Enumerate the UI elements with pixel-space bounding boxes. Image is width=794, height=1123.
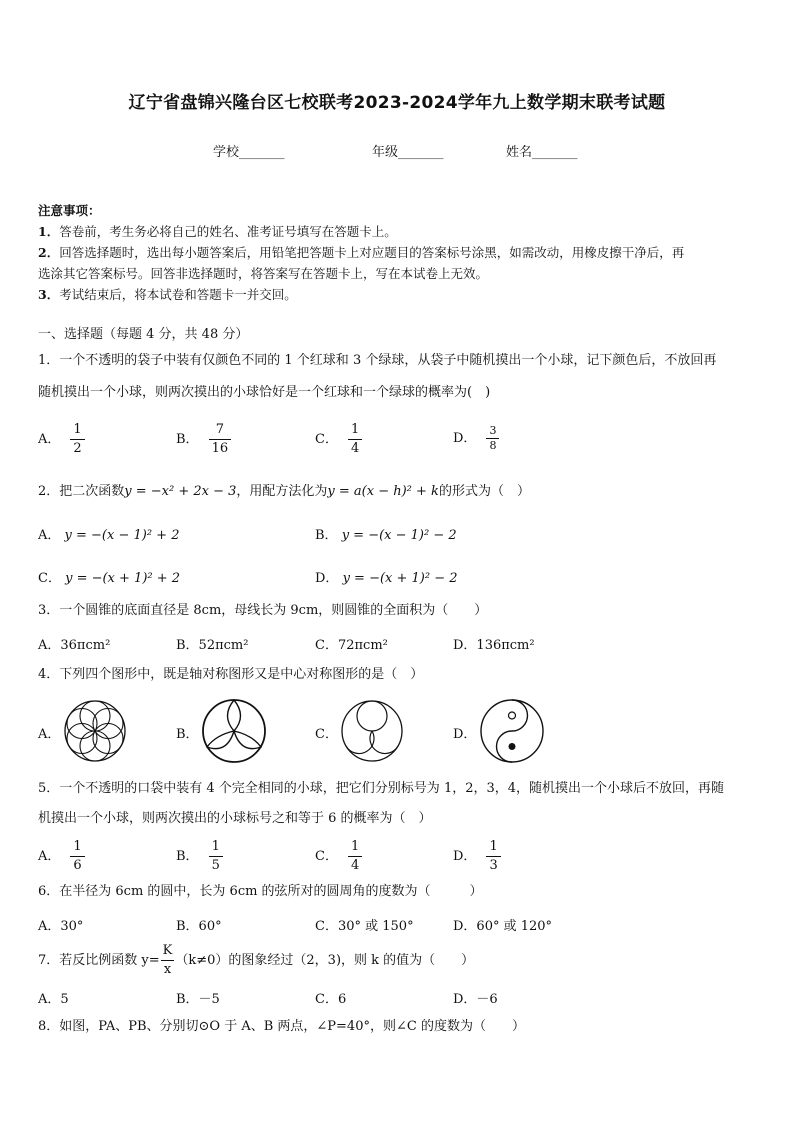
q3-option-d: D．136πcm²	[453, 638, 535, 653]
q3-stem: 3．一个圆锥的底面直径是 8cm，母线长为 9cm，则圆锥的全面积为（ ）	[38, 603, 488, 618]
q6-option-a: A．30°	[38, 919, 84, 934]
q4-option-a-label: A．	[38, 727, 61, 742]
q7-stem: 7．若反比例函数 y= $\frac{K}{x}$ （k≠0）的图象经过（2，3)，则 k 的值为（ ）	[38, 943, 475, 977]
q5-option-d: D． $\frac{1}{3}$	[453, 838, 501, 875]
q6-option-b: B．60°	[176, 919, 222, 934]
q1-stem-line2: 随机摸出一个小球，则两次摸出的小球恰好是一个红球和一个绿球的概率为( )	[38, 385, 491, 400]
q6-option-d: D．60° 或 120°	[453, 919, 553, 934]
q1-option-c: C． $\frac{1}{4}$	[315, 421, 362, 458]
q7-option-a: A．5	[38, 992, 69, 1007]
q1-option-a: A． $\frac{1}{2}$	[38, 421, 85, 458]
school-field: 学校_______	[213, 145, 285, 160]
q1-option-b: B． $\frac{7}{16}$	[176, 421, 231, 458]
q1-stem-line1: 1．一个不透明的袋子中装有仅颜色不同的 1 个红球和 3 个绿球，从袋子中随机摸出一个小球，记下颜色后，不放回再	[38, 353, 717, 368]
note-1: 1．答卷前，考生务必将自己的姓名、准考证号填写在答题卡上。	[38, 224, 397, 239]
note-2: 2．回答选择题时，选出每小题答案后，用铅笔把答题卡上对应题目的答案标号涂黑，如需改动，用橡皮擦干净后，再	[38, 245, 685, 260]
q6-option-c: C．30° 或 150°	[315, 919, 414, 934]
q1-option-d: D． $\frac{3}{8}$	[453, 424, 499, 453]
swirl-figure	[340, 699, 404, 763]
q8-stem: 8．如图，PA、PB、分别切⊙O 于 A、B 两点，∠P=40°，则∠C 的度数为（ ）	[38, 1019, 525, 1034]
q5-stem-line1: 5．一个不透明的口袋中装有 4 个完全相同的小球，把它们分别标号为 1，2，3，4，随机摸出一个小球后不放回，再随	[38, 781, 725, 796]
q5-option-a: A． $\frac{1}{6}$	[38, 838, 85, 875]
q7-option-c: C．6	[315, 992, 347, 1007]
q5-option-b: B． $\frac{1}{5}$	[176, 838, 223, 875]
q4-stem: 4．下列四个图形中，既是轴对称图形又是中心对称图形的是（ ）	[38, 667, 424, 682]
three-leaf-figure	[201, 698, 267, 764]
q2-option-d: D． y = −(x + 1)² − 2	[315, 571, 458, 586]
q5-stem-line2: 机摸出一个小球，则两次摸出的小球标号之和等于 6 的概率为（ ）	[38, 811, 432, 826]
grade-field: 年级_______	[372, 145, 444, 160]
q2-option-c: C． y = −(x + 1)² + 2	[38, 571, 181, 586]
q2-option-a: A． y = −(x − 1)² + 2	[38, 528, 180, 543]
name-field: 姓名_______	[506, 145, 578, 160]
note-2-cont: 选涂其它答案标号。回答非选择题时，将答案写在答题卡上，写在本试卷上无效。	[38, 266, 489, 281]
q6-stem: 6．在半径为 6cm 的圆中，长为 6cm 的弦所对的圆周角的度数为（ ）	[38, 884, 483, 899]
q5-option-c: C． $\frac{1}{4}$	[315, 838, 362, 875]
q2-option-b: B． y = −(x − 1)² − 2	[315, 528, 457, 543]
q3-option-c: C．72πcm²	[315, 638, 388, 653]
q2-stem: 2．把二次函数y = −x² + 2x − 3，用配方法化为y = a(x − h)² + k的形式为（ ）	[38, 484, 530, 499]
q4-option-b-label: B．	[176, 727, 199, 742]
q3-option-a: A．36πcm²	[38, 638, 111, 653]
page-title: 辽宁省盘锦兴隆台区七校联考2023-2024学年九上数学期末联考试题	[128, 93, 666, 113]
q4-option-c-label: C．	[315, 727, 338, 742]
q4-option-d-label: D．	[453, 727, 477, 742]
note-3: 3．考试结束后，将本试卷和答题卡一并交回。	[38, 287, 297, 302]
yin-yang-figure	[479, 698, 545, 764]
notes-block	[38, 200, 760, 305]
q7-option-b: B．－5	[176, 992, 220, 1007]
q7-option-d: D．－6	[453, 992, 498, 1007]
q3-option-b: B．52πcm²	[176, 638, 249, 653]
notes-heading: 注意事项：	[38, 203, 101, 218]
flower-figure	[63, 699, 127, 763]
section-heading: 一、选择题（每题 4 分，共 48 分）	[38, 327, 249, 342]
